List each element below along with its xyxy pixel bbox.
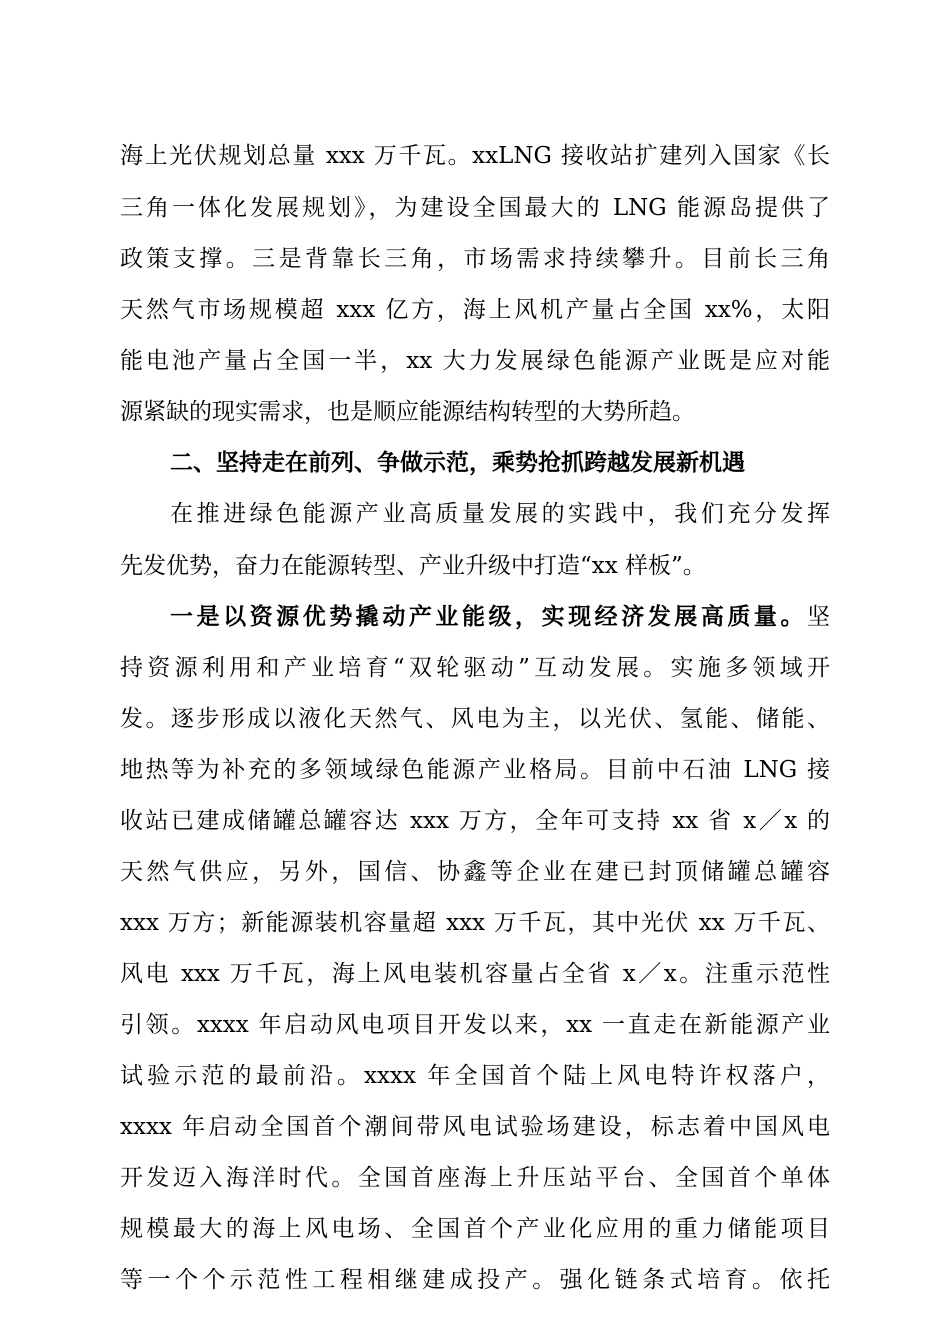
paragraph-line: 海上光伏规划总量 xxx 万千瓦。xxLNG 接收站扩建列入国家《长 [120,143,830,169]
paragraph-line: 先发优势，奋力在能源转型、产业升级中打造“xx 样板”。 [120,553,706,579]
paragraph-line: xxx 万方；新能源装机容量超 xxx 万千瓦，其中光伏 xx 万千瓦、 [120,910,830,936]
paragraph-line: 收站已建成储罐总罐容达 xxx 万方，全年可支持 xx 省 x／x 的 [120,808,830,834]
paragraph-line: 在推进绿色能源产业高质量发展的实践中，我们充分发挥 [170,501,830,527]
paragraph-line: 天然气市场规模超 xxx 亿方，海上风机产量占全国 xx%，太阳 [120,297,830,323]
paragraph-line: 引领。xxxx 年启动风电项目开发以来，xx 一直走在新能源产业 [120,1012,830,1038]
paragraph-line: 试验示范的最前沿。xxxx 年全国首个陆上风电特许权落户， [120,1063,830,1089]
paragraph-line: 风电 xxx 万千瓦，海上风电装机容量占全省 x／x。注重示范性 [120,961,830,987]
paragraph-line: xxxx 年启动全国首个潮间带风电试验场建设，标志着中国风电 [120,1114,830,1140]
paragraph-lead-sentence: 一是以资源优势撬动产业能级，实现经济发展高质量。 [170,604,807,630]
paragraph-line: 等一个个示范性工程相继建成投产。强化链条式培育。依托 [120,1267,830,1293]
paragraph-line: 天然气供应，另外，国信、协鑫等企业在建已封顶储罐总罐容 [120,859,830,885]
paragraph-line: 地热等为补充的多领域绿色能源产业格局。目前中石油 LNG 接 [120,757,830,783]
section-heading: 二、坚持走在前列、争做示范，乘势抢抓跨越发展新机遇 [170,450,745,476]
paragraph-line: 发。逐步形成以液化天然气、风电为主，以光伏、氢能、储能、 [120,706,830,732]
paragraph-line: 政策支撑。三是背靠长三角，市场需求持续攀升。目前长三角 [120,246,830,272]
paragraph-line: 持资源利用和产业培育“双轮驱动”互动发展。实施多领域开 [120,655,830,681]
paragraph-line: 规模最大的海上风电场、全国首个产业化应用的重力储能项目 [120,1216,830,1242]
paragraph-line: 能电池产量占全国一半，xx 大力发展绿色能源产业既是应对能 [120,348,830,374]
paragraph-line: 三角一体化发展规划》，为建设全国最大的 LNG 能源岛提供了 [120,195,830,221]
paragraph-line: 源紧缺的现实需求，也是顺应能源结构转型的大势所趋。 [120,399,695,425]
paragraph-line: 开发迈入海洋时代。全国首座海上升压站平台、全国首个单体 [120,1165,830,1191]
paragraph-text: 坚 [807,604,830,630]
paragraph-line [170,597,830,637]
